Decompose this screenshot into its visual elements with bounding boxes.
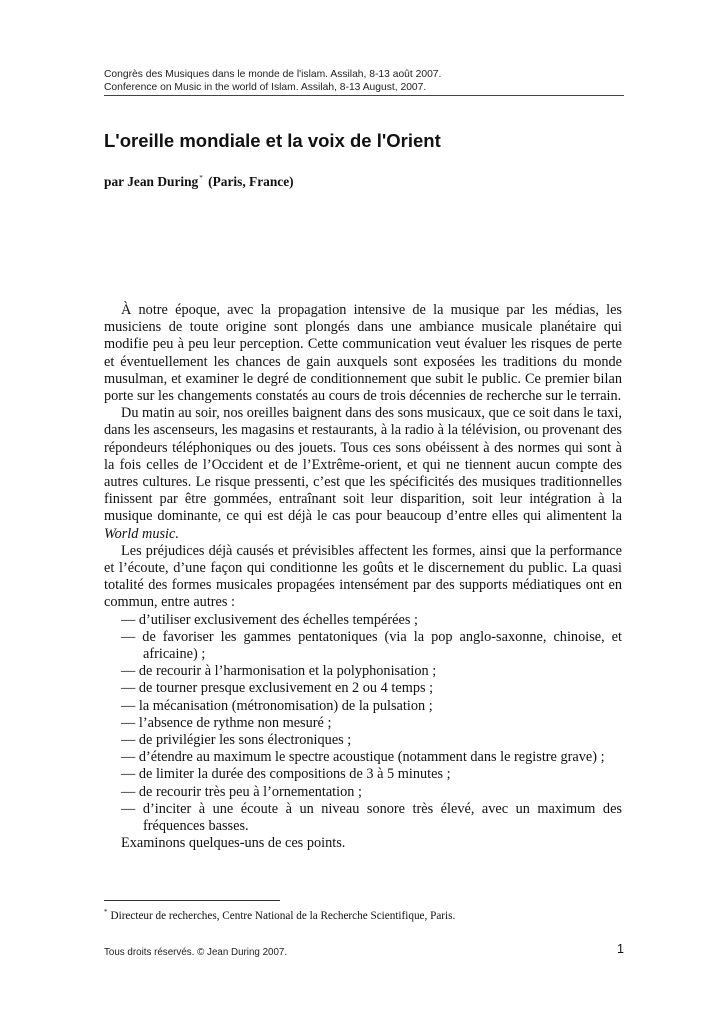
paragraph-conclusion: Examinons quelques-uns de ces points.: [121, 835, 346, 852]
footnote-divider: [104, 900, 280, 901]
list-item: — d’utiliser exclusivement des échelles tempérées ;: [121, 612, 622, 629]
running-header: [104, 68, 624, 94]
list-item: — d’inciter à une écoute à un niveau sonore très élevé, avec un maximum des fréquences basses.: [121, 801, 622, 835]
header-line-english: Conference on Music in the world of Islam. Assilah, 8-13 August, 2007.: [104, 82, 427, 93]
world-music-term: World music.: [104, 525, 179, 542]
article-body: [104, 302, 622, 853]
paragraph-sounds-text: Du matin au soir, nos oreilles baignent dans des sons musicaux, que ce soit dans le taxi, dans les ascenseurs, les magasins et restaurants, à la radio à la télévision, ou provenant des répondeurs téléphoniques ou des jouets. Tous ces sons obéissent à des normes qui sont à la fois celles de l’Occident et de l’Extrême-orient, et qui ne tiennent aucun compte des autres cultures. Le risque pressenti, c’est que les spécificités des musiques traditionnelles finissent par être gommées, entraînant soit leur disparition, soit leur intégration à la musique dominante, ce qui est déjà le cas pour beaucoup d’entre elles qui alimentent la: [104, 405, 622, 525]
header-line-french: Congrès des Musiques dans le monde de l'islam. Assilah, 8-13 août 2007.: [104, 69, 442, 80]
list-item: — de recourir très peu à l’ornementation ;: [121, 784, 622, 801]
paragraph-intro: À notre époque, avec la propagation intensive de la musique par les médias, les musiciens de toute origine sont plongés dans une ambiance musicale planétaire qui modifie peu à peu leur perception. Cette communication veut évaluer les risques de perte et éventuellement les chances de gain auxquels sont exposées les traditions du monde musulman, et examiner le degré de conditionnement que subit le public. Ce premier bilan porte sur les changements constatés au cours de trois décennies de recherche sur le terrain.: [104, 302, 622, 405]
paragraph-prejudices: Les préjudices déjà causés et prévisibles affectent les formes, ainsi que la performance et l’écoute, d’une façon qui conditionne les goûts et le discernement du public. La quasi totalité des formes musicales propagées intensément par des supports médiatiques ont en commun, entre autres :: [104, 542, 622, 611]
footer-copyright: Tous droits réservés. © Jean During 2007.: [104, 947, 288, 958]
list-item: — de favoriser les gammes pentatoniques (via la pop anglo-saxonne, chinoise, et africaine) ;: [121, 629, 622, 663]
footnote-text: Directeur de recherches, Centre National de la Recherche Scientifique, Paris.: [110, 910, 456, 922]
paragraph-sounds: [104, 405, 622, 543]
byline-footnote-mark[interactable]: *: [199, 174, 203, 182]
list-item: — la mécanisation (métronomisation) de la pulsation ;: [121, 698, 622, 715]
list-item: — l’absence de rythme non mesuré ;: [121, 715, 622, 732]
footnote: [104, 905, 624, 923]
article-title: L'oreille mondiale et la voix de l'Orient: [104, 130, 441, 151]
byline-location: (Paris, France): [208, 174, 294, 189]
footnote-mark: *: [104, 908, 108, 916]
list-item: — de limiter la durée des compositions de 3 à 5 minutes ;: [121, 766, 622, 783]
list-item: — de recourir à l’harmonisation et la polyphonisation ;: [121, 663, 622, 680]
page-number: 1: [617, 942, 624, 956]
byline-author: par Jean During: [104, 174, 199, 189]
features-list: [104, 612, 622, 836]
list-item: — de privilégier les sons électroniques ;: [121, 732, 622, 749]
list-item: — de tourner presque exclusivement en 2 ou 4 temps ;: [121, 680, 622, 697]
author-byline: [104, 169, 624, 191]
header-divider: [104, 95, 624, 96]
list-item: — d’étendre au maximum le spectre acoustique (notamment dans le registre grave) ;: [121, 749, 622, 766]
